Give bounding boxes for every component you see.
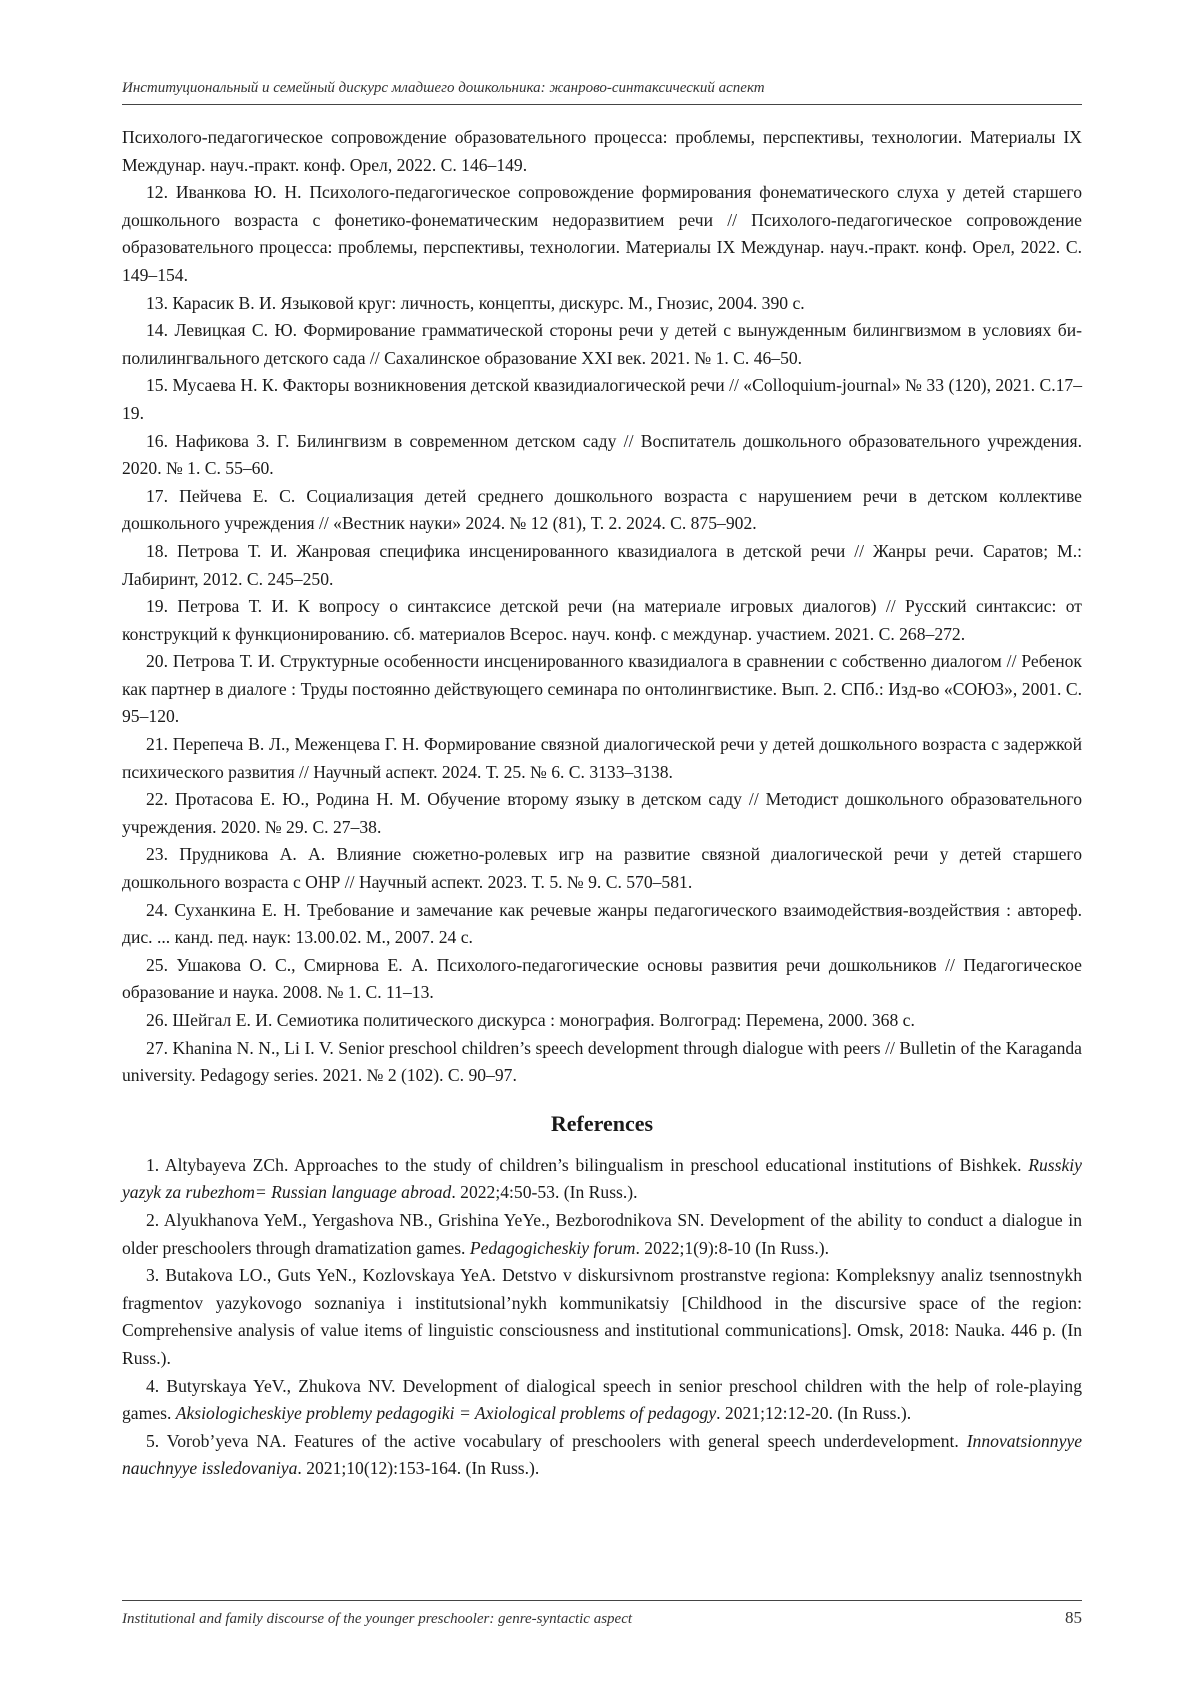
reference-item: 25. Ушакова О. С., Смирнова Е. А. Психолого-педагогические основы развития речи дошкольников // Педагогическое образование и наука. 2008. № 1. С. 11–13. [122, 954, 1082, 1003]
journal-title: Pedagogicheskiy forum [469, 1237, 636, 1258]
reference-continuation: Психолого-педагогическое сопровождение образовательного процесса: проблемы, перспективы, технологии. Материалы IX Междунар. науч.-практ. конф. Орел, 2022. С. 146–149. [122, 127, 1082, 175]
reference-item: 13. Карасик В. И. Языковой круг: личность, концепты, дискурс. М., Гнозис, 2004. 390 с. [146, 292, 805, 313]
reference-details: . 2021;10(12):153-164. (In Russ.). [297, 1458, 540, 1479]
reference-text: 4. Butyrskaya YeV., Zhukova NV. Development of dialogical speech in senior preschool children with the help of role-playing games. [122, 1375, 1082, 1424]
reference-item: 16. Нафикова З. Г. Билингвизм в современном детском саду // Воспитатель дошкольного образовательного учреждения. 2020. № 1. С. 55–60. [122, 430, 1082, 479]
reference-item-en [122, 1428, 1082, 1483]
references-heading: References [550, 1110, 654, 1136]
reference-item: 20. Петрова Т. И. Структурные особенности инсценированного квазидиалога в сравнении с собственно диалогом // Ребенок как партнер в диалоге : Труды постоянно действующего семинара по онтолингвистике. Вып. 2. СПб.: Изд-во «СОЮЗ», 2001. С. 95–120. [122, 651, 1082, 727]
reference-item: 14. Левицкая С. Ю. Формирование грамматической стороны речи у детей с вынужденным билингвизмом в условиях би- полилингвального детского сада // Сахалинское образование XXI век. 2021. № 1. С. 46–50. [122, 320, 1082, 368]
reference-item: 17. Пейчева Е. С. Социализация детей среднего дошкольного возраста с нарушением речи в детском коллективе дошкольного учреждения // «Вестник науки» 2024. № 12 (81), Т. 2. 2024. С. 875–902. [122, 485, 1082, 534]
reference-item-en [122, 1262, 1082, 1372]
reference-item-en [122, 1152, 1082, 1207]
reference-item-en [122, 1373, 1082, 1428]
journal-title: Innovatsionnyye nauchnyye issledovaniya [122, 1430, 1082, 1479]
journal-title: Russkiy yazyk za rubezhom= Russian language abroad [122, 1154, 1082, 1203]
reference-details: . 2021;12:12-20. (In Russ.). [716, 1403, 912, 1424]
footer-rule [122, 1600, 1082, 1601]
reference-list [122, 124, 1082, 1483]
reference-item: 27. Khanina N. N., Li I. V. Senior preschool children’s speech development through dialogue with peers // Bulletin of the Karaganda university. Pedagogy series. 2021. № 2 (102). С. 90–97. [122, 1037, 1082, 1086]
header-rule [122, 104, 1082, 105]
reference-item: 15. Мусаева Н. К. Факторы возникновения детской квазидиалогической речи // «Colloquium-journal» № 33 (120), 2021. С.17–19. [122, 375, 1082, 423]
reference-details: . 2022;4:50-53. (In Russ.). [451, 1182, 638, 1203]
reference-item: 26. Шейгал Е. И. Семиотика политического дискурса : монография. Волгоград: Перемена, 2000. 368 с. [146, 1010, 915, 1030]
reference-item: 23. Прудникова А. А. Влияние сюжетно-ролевых игр на развитие связной диалогической речи у детей старшего дошкольного возраста с ОНР // Научный аспект. 2023. Т. 5. № 9. С. 570–581. [122, 844, 1082, 893]
reference-item: 19. Петрова Т. И. К вопросу о синтаксисе детской речи (на материале игровых диалогов) // Русский синтаксис: от конструкций к функционированию. сб. материалов Всерос. науч. конф. с междунар. участием. 2021. С. 268–272. [122, 596, 1082, 644]
english-references [122, 1152, 1082, 1483]
running-footer: Institutional and family discourse of the younger preschooler: genre-syntactic aspect [122, 1611, 633, 1627]
reference-item: 12. Иванкова Ю. Н. Психолого-педагогическое сопровождение формирования фонематического слуха у детей старшего дошкольного возраста с фонетико-фонематическим недоразвитием речи // Психолого-педагогическое сопровождение образовательного процесса: проблемы, перспективы, технологии. Материалы IX Междунар. науч.-практ. конф. Орел, 2022. С. 149–154. [122, 182, 1082, 285]
reference-text: 1. Altybayeva ZCh. Approaches to the study of children’s bilingualism in preschool educational institutions of Bishkek. [146, 1154, 1029, 1175]
page-number: 85 [1065, 1608, 1082, 1627]
reference-text: 3. Butakova LO., Guts YeN., Kozlovskaya YeA. Detstvo v diskursivnom prostranstve regiona: Kompleksnyy analiz tsennostnykh fragmentov yazykovogo soznaniya i institutsional’nykh kommunikatsiy [Childhood in the discursive space of the region: Comprehensive analysis of value items of linguistic consciousness and institutional communications]. Omsk, 2018: Nauka. 446 p. (In Russ.). [122, 1265, 1082, 1368]
reference-text: 2. Alyukhanova YeM., Yergashova NB., Grishina YeYe., Bezborodnikova SN. Development of the ability to conduct a dialogue in older preschoolers through dramatization games. [122, 1209, 1082, 1258]
reference-item: 21. Перепеча В. Л., Меженцева Г. Н. Формирование связной диалогической речи у детей дошкольного возраста с задержкой психического развития // Научный аспект. 2024. Т. 25. № 6. С. 3133–3138. [122, 734, 1082, 782]
reference-item: 18. Петрова Т. И. Жанровая специфика инсценированного квазидиалога в детской речи // Жанры речи. Саратов; М.: Лабиринт, 2012. С. 245–250. [122, 540, 1082, 589]
reference-item: 22. Протасова Е. Ю., Родина Н. М. Обучение второму языку в детском саду // Методист дошкольного образовательного учреждения. 2020. № 29. С. 27–38. [122, 789, 1082, 837]
reference-item: 24. Суханкина Е. Н. Требование и замечание как речевые жанры педагогического взаимодействия-воздействия : автореф. дис. ... канд. пед. наук: 13.00.02. М., 2007. 24 с. [122, 899, 1082, 948]
reference-text: 5. Vorob’yeva NA. Features of the active vocabulary of preschoolers with general speech underdevelopment. [146, 1430, 967, 1451]
running-header: Институциональный и семейный дискурс младшего дошкольника: жанрово-синтаксический аспект [122, 80, 765, 96]
reference-item-en [122, 1207, 1082, 1262]
reference-details: . 2022;1(9):8-10 (In Russ.). [635, 1237, 830, 1258]
journal-title: Aksiologicheskiye problemy pedagogiki = Axiological problems of pedagogy [175, 1403, 717, 1424]
russian-references [122, 179, 1082, 1090]
